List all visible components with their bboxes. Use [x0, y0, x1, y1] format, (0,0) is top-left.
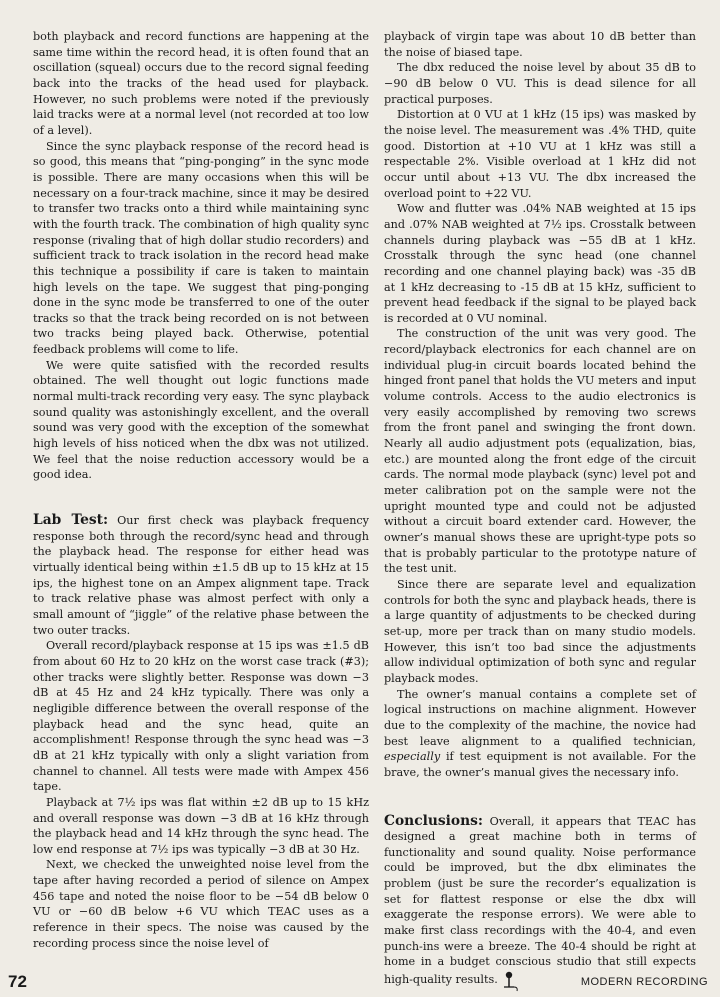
body-paragraph: Since there are separate level and equalization controls for both the sync and playback heads, there is a large quantity of adjustments to be checked during set-up, more per track than on many studio models. However, this isn’t too bad since the adjustments allow individual optimization of both sync and regular playback modes. [384, 577, 696, 685]
body-text: Our first check was playback frequency response both through the record/sync head and through the playback head. The response for either head was virtually identical being within ±1.5 dB up to 15 kHz at 15 ips, the highest tone on an Ampex alignment tape. Track to track relative phase was almost perfect with only a small amount of “jiggle” of the relative phase between the two outer tracks. [33, 514, 369, 637]
body-text: The owner’s manual contains a complete set of logical instructions on machine alignment. However due to the complexity of the machine, the novice had best leave alignment to a qualified technician, [384, 687, 696, 748]
left-column [33, 29, 369, 951]
conclusions-paragraph [384, 814, 696, 993]
body-paragraph: Since the sync playback response of the record head is so good, this means that “ping-ponging” in the sync mode is possible. There are many occasions when this will be necessary on a four-track machine, since it may be desired to transfer two tracks onto a third while maintaining sync with the fourth track. The combination of high quality sync response (rivaling that of high dollar studio recorders) and sufficient track to track isolation in the record head make this technique a possibility if care is taken to maintain high levels on the tape. We suggest that ping-ponging done in the sync mode be transferred to one of the outer tracks so that the track being recorded on is not between two tracks being played back. Otherwise, potential feedback problems will come to life. [33, 139, 369, 357]
magazine-name: MODERN RECORDING [580, 976, 708, 988]
body-paragraph: Next, we checked the unweighted noise level from the tape after having recorded a period of silence on Ampex 456 tape and noted the noise floor to be −54 dB below 0 VU or −60 dB below +6 VU which TEAC uses as a reference in their specs. The noise was caused by the recording process since the noise level of [33, 858, 369, 950]
section-spacer [384, 781, 696, 814]
lab-test-paragraph [33, 513, 369, 638]
body-paragraph: Wow and flutter was .04% NAB weighted at 15 ips and .07% NAB weighted at 7½ ips. Crosstalk between channels during playback was −55 dB at 1 kHz. Crosstalk through the sync head (one channel recording and one channel playing back) was -35 dB at 1 kHz decreasing to -15 dB at 15 kHz, sufficient to prevent head feedback if the signal to be played back is recorded at 0 VU nominal. [384, 202, 696, 325]
body-paragraph: Overall record/playback response at 15 ips was ±1.5 dB from about 60 Hz to 20 kHz on the worst case track (#3); other tracks were slightly better. Response was down −3 dB at 45 Hz and 24 kHz typically. There was only a negligible difference between the overall response of the playback head and the sync head, quite an accomplishment! Response through the sync head was −3 dB at 21 kHz typically with only a slight variation from channel to channel. All tests were made with Ampex 456 tape. [33, 639, 369, 794]
body-text: Overall, it appears that TEAC has designed a great machine both in terms of functionality and sound quality. Noise performance could be improved, but the dbx eliminates the problem (just be sure the recorder’s equalization is set for flattest response or else the dbx will exaggerate the response errors). We were able to make first class recordings with the 40-4, and even punch-ins were a breeze. The 40-4 should be right at home in a budget conscious studio that still expects high-quality results. [384, 814, 697, 987]
body-paragraph: The construction of the unit was very good. The record/playback electronics for each channel are on individual plug-in circuit boards located behind the hinged front panel that holds the VU meters and input volume controls. Access to the audio electronics is very easily accomplished by removing two screws from the front panel and swinging the front down. Nearly all audio adjustment pots (equalization, bias, etc.) are mounted along the front edge of the circuit cards. The normal mode playback (sync) level pot and meter calibration pot on the sample were not the upright mounted type and could not be adjusted without a circuit board extender card. However, the owner’s manual shows these are upright-type pots so that is probably particular to the prototype nature of the test unit. [384, 327, 696, 576]
body-paragraph: playback of virgin tape was about 10 dB better than the noise of biased tape. [384, 30, 696, 59]
body-paragraph: Distortion at 0 VU at 1 kHz (15 ips) was masked by the noise level. The measurement was .4% THD, quite good. Distortion at +10 VU at 1 kHz was still a respectable 2%. Visible overload at 1 kHz did not occur until about +13 VU. The dbx increased the overload point to +22 VU. [384, 108, 696, 200]
body-paragraph [384, 687, 696, 781]
emphasis-text: especially [384, 750, 441, 764]
body-paragraph: both playback and record functions are happening at the same time within the record head, it is often found that an oscillation (squeal) occurs due to the record signal feeding back into the tracks of the head used for playback. However, no such problems were noted if the previously laid tracks were at a normal level (not recorded at too low of a level). [33, 30, 369, 137]
section-spacer [33, 483, 369, 513]
body-paragraph: We were quite satisfied with the recorded results obtained. The well thought out logic functions made normal multi-track recording very easy. The sync playback sound quality was astonishingly excellent, and the overall sound was very good with the exception of the somewhat high levels of hiss noticed when the dbx was not utilized. We feel that the noise reduction accessory would be a good idea. [33, 358, 369, 482]
body-paragraph: Playback at 7½ ips was flat within ±2 dB up to 15 kHz and overall response was down −3 dB at 16 kHz through the playback head and 14 kHz through the sync head. The low end response at 7½ ips was typically −3 dB at 30 Hz. [33, 795, 369, 856]
lab-test-heading: Lab Test: [33, 512, 109, 529]
page-number: 72 [8, 972, 27, 991]
microphone-end-mark-icon [502, 970, 520, 992]
right-column [384, 29, 696, 992]
body-text: if test equipment is not available. For the brave, the owner’s manual gives the necessary info. [384, 750, 696, 779]
body-paragraph: The dbx reduced the noise level by about 35 dB to −90 dB below 0 VU. This is dead silence for all practical purposes. [384, 61, 696, 106]
conclusions-heading: Conclusions: [384, 812, 483, 829]
